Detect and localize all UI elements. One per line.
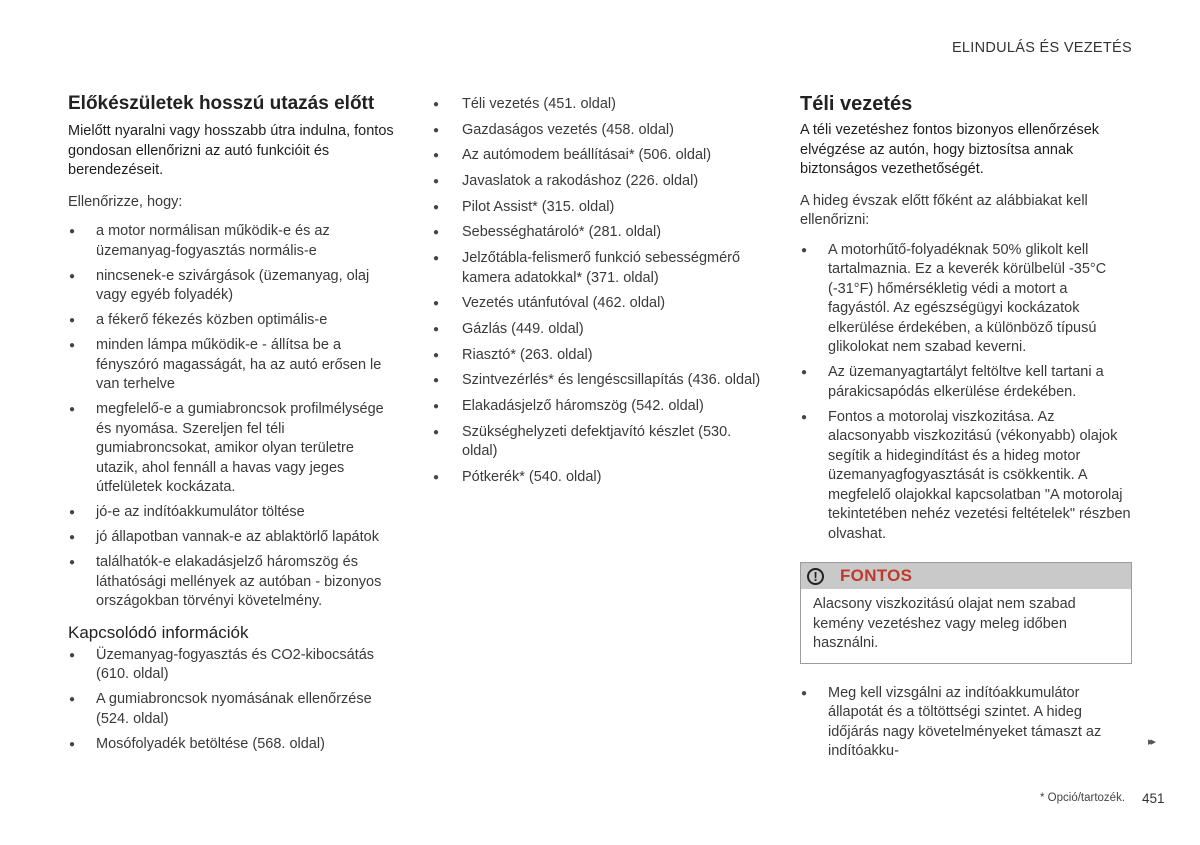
related-link[interactable]: ● Mosófolyadék betöltése (568. oldal) — [68, 735, 398, 755]
check-intro: Ellenőrizze, hogy: — [68, 193, 183, 210]
winter-check-list — [800, 241, 1132, 545]
list-item: ● megfelelő-e a gumiabroncsok profilmélysége és nyomása. Szereljen fel téli gumiabroncsokat, amikor olyan területre utazik, ahol fennáll a havas vagy jeges útfelületek kockázata. — [68, 400, 398, 498]
list-item: ● a fékerő fékezés közben optimális-e — [68, 311, 398, 331]
section-title-long-trip: Előkészületek hosszú utazás előtt — [68, 93, 375, 114]
related-link[interactable]: ● Üzemanyag-fogyasztás és CO2-kibocsátás (610. oldal) — [68, 646, 398, 685]
related-link[interactable]: ● Riasztó* (263. oldal) — [432, 346, 762, 366]
related-link[interactable]: ● Sebességhatároló* (281. oldal) — [432, 223, 762, 243]
list-item: ● jó-e az indítóakkumulátor töltése — [68, 503, 398, 523]
list-item: ● minden lámpa működik-e - állítsa be a fényszóró magasságát, ha az autó erősen le van terhelve — [68, 336, 398, 395]
related-link[interactable]: ● Szintvezérlés* és lengéscsillapítás (436. oldal) — [432, 371, 762, 391]
related-link[interactable]: ● Javaslatok a rakodáshoz (226. oldal) — [432, 172, 762, 192]
important-text: Alacsony viszkozitású olajat nem szabad kemény vezetéshez vagy meleg időben használni. — [813, 596, 1076, 651]
important-header — [801, 563, 1131, 589]
page-number: 451 — [1142, 791, 1165, 806]
related-link[interactable]: ● A gumiabroncsok nyomásának ellenőrzése (524. oldal) — [68, 690, 398, 729]
list-item: ● Az üzemanyagtartályt feltöltve kell tartani a párakicsapódás elkerülése érdekében. — [800, 363, 1132, 402]
winter-intro: A hideg évszak előtt főként az alábbiakat kell ellenőrizni: — [800, 192, 1088, 228]
related-link[interactable]: ● Téli vezetés (451. oldal) — [432, 95, 762, 115]
middle-column — [432, 95, 762, 494]
check-list — [68, 222, 398, 612]
list-item: ● Meg kell vizsgálni az indítóakkumulátor állapotát és a töltöttségi szintet. A hideg időjárás nagy követelményeket támaszt az indítóakku- — [800, 684, 1132, 762]
section-title-winter-driving: Téli vezetés — [800, 93, 913, 115]
list-item: ● Fontos a motorolaj viszkozitása. Az alacsonyabb viszkozitású (vékonyabb) olajok segítik a hidegindítást és a hideg motor üzemanyagfogyasztását is csökkentik. A megfelelő olajokkal kapcsolatban "A motorolaj tekintetében nehéz vezetési feltételek" részben olvashat. — [800, 408, 1132, 545]
related-info-title: Kapcsolódó információk — [68, 622, 249, 642]
exclamation-icon: ! — [807, 568, 824, 585]
list-item: ● a motor normálisan működik-e és az üzemanyag-fogyasztás normális-e — [68, 222, 398, 261]
list-item: ● jó állapotban vannak-e az ablaktörlő lapátok — [68, 528, 398, 548]
list-item: ● nincsenek-e szivárgások (üzemanyag, olaj vagy egyéb folyadék) — [68, 267, 398, 306]
related-links-continued — [432, 95, 762, 487]
lead-paragraph: Mielőtt nyaralni vagy hosszabb útra indulna, fontos gondosan ellenőrizni az autó funkcióit és berendezéseit. — [68, 123, 394, 178]
related-link[interactable]: ● Az autómodem beállításai* (506. oldal) — [432, 146, 762, 166]
related-links — [68, 646, 398, 755]
related-link[interactable]: ● Gázlás (449. oldal) — [432, 320, 762, 340]
footnote: * Opció/tartozék. — [1040, 792, 1126, 804]
related-link[interactable]: ● Pilot Assist* (315. oldal) — [432, 198, 762, 218]
related-link[interactable]: ● Gazdaságos vezetés (458. oldal) — [432, 121, 762, 141]
related-link[interactable]: ● Elakadásjelző háromszög (542. oldal) — [432, 397, 762, 417]
important-notice-box — [800, 562, 1132, 664]
related-link[interactable]: ● Szükséghelyzeti defektjavító készlet (530. oldal) — [432, 423, 762, 462]
winter-check-list-continued — [800, 684, 1132, 762]
list-item: ● A motorhűtő-folyadéknak 50% glikolt kell tartalmaznia. Ez a keverék körülbelül -35°C (-31°F) hőmérsékletig védi a motort a fagyástól. Az egészségügyi kockázatok elkerülése érdekében, a különböző típusú glikolokat nem szabad keverni. — [800, 241, 1132, 358]
section-header: ELINDULÁS ÉS VEZETÉS — [951, 40, 1132, 56]
lead-paragraph: A téli vezetéshez fontos bizonyos ellenőrzések elvégzése az autón, hogy biztosítsa annak biztonságos vezethetőségét. — [800, 122, 1100, 177]
right-column — [800, 92, 1132, 767]
related-link[interactable]: ● Jelzőtábla-felismerő funkció sebességmérő kamera adatokkal* (371. oldal) — [432, 249, 762, 288]
list-item: ● találhatók-e elakadásjelző háromszög és láthatósági mellények az autóban - bizonyos országokban törvényi követelmény. — [68, 553, 398, 612]
continue-arrows-icon: ▸▸ — [1148, 736, 1154, 748]
related-link[interactable]: ● Pótkerék* (540. oldal) — [432, 468, 762, 488]
left-column — [68, 92, 398, 760]
important-title: FONTOS — [840, 566, 913, 585]
related-link[interactable]: ● Vezetés utánfutóval (462. oldal) — [432, 294, 762, 314]
